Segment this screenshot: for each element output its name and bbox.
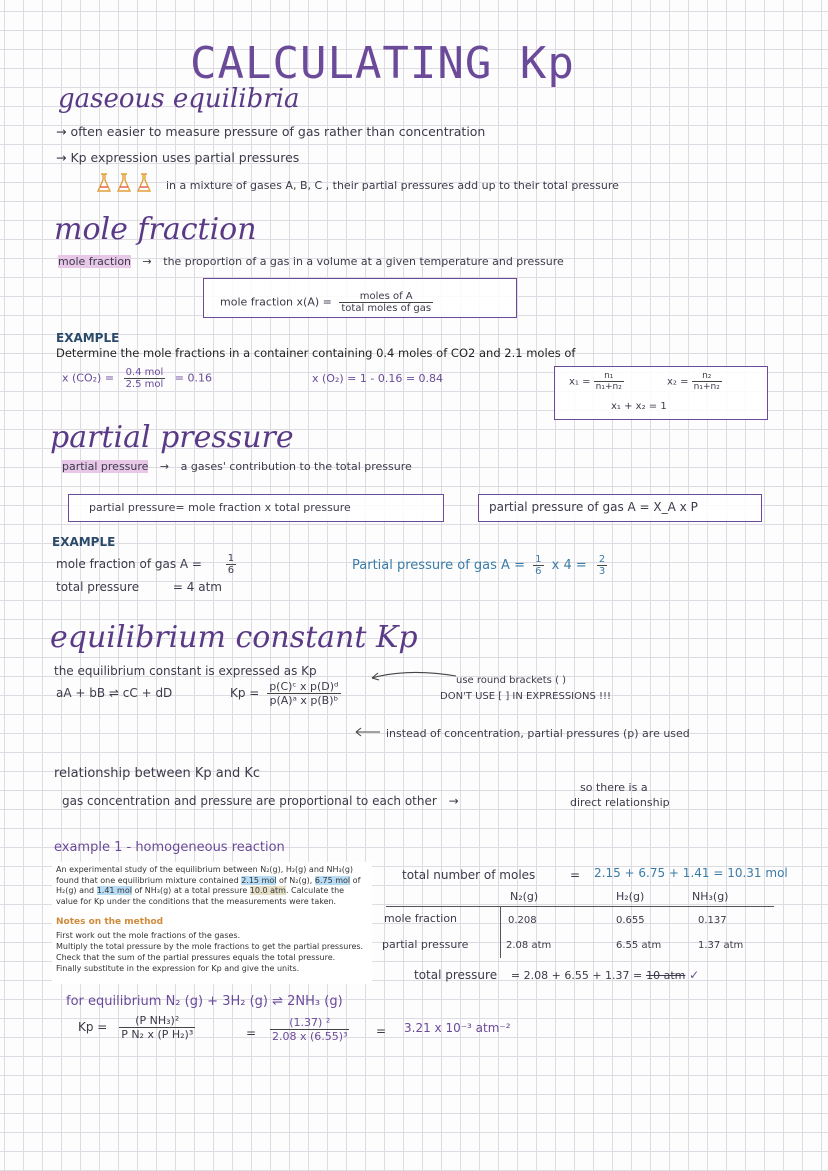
highlight-h2-moles: 6.75 mol (314, 875, 351, 885)
highlight-total-pressure: 10.0 atm (249, 886, 286, 895)
species-nh3: NH₃(g) (692, 890, 729, 903)
total-pressure-check-result: 10 atm (646, 969, 686, 982)
x2-fraction (692, 371, 722, 392)
calc-res-num: 2 (598, 554, 606, 565)
arrow-icon (352, 724, 382, 738)
x1-formula (569, 371, 624, 392)
relationship-text (62, 794, 459, 808)
flask-icon (118, 174, 130, 191)
relationship-note-1: so there is a (580, 781, 648, 794)
note-4: Finally substitute in the expression for Kp and give the units. (56, 964, 300, 973)
bullet-pressure-easier: → often easier to measure pressure of gas rather than concentration (56, 124, 486, 139)
page-title: CALCULATING Kp (190, 38, 575, 89)
final-kp-num: (P NH₃)² (119, 1014, 195, 1028)
x-co2-calc (62, 367, 212, 390)
total-pressure-value: = 4 atm (172, 580, 222, 594)
relationship-statement: gas concentration and pressure are proportional to each other (62, 794, 437, 808)
final-answer: 3.21 x 10⁻³ atm⁻² (404, 1021, 511, 1035)
x2-den: n₁+n₂ (693, 382, 720, 392)
formula-fraction (339, 291, 433, 314)
question-text-d: of NH₃(g) at a total pressure (131, 886, 250, 895)
mf-gas-a-den: 6 (227, 565, 235, 576)
total-pressure-label: total pressure (56, 580, 140, 594)
mole-fraction-formula (220, 291, 433, 314)
notes-heading: Notes on the method (56, 917, 164, 927)
partial-pressure-row-label: partial pressure (382, 938, 469, 951)
pp-nh3-value: 1.37 atm (698, 940, 744, 951)
arrow-icon: → (448, 794, 459, 808)
partial-pressure-calc (352, 554, 607, 577)
partial-pressure-gas-a-box (478, 494, 762, 522)
partial-pressure-label: partial pressure (62, 460, 149, 473)
flasks-group (96, 172, 158, 198)
kp-note-partial-pressures: instead of concentration, partial pressures (p) are used (386, 727, 690, 740)
kp-fraction (267, 680, 340, 707)
kp-note-dont-use: DON'T USE [ ] IN EXPRESSIONS !!! (440, 691, 612, 702)
final-kp-fraction (119, 1014, 195, 1041)
arrow-icon (368, 670, 458, 684)
formula-denominator: total moles of gas (341, 303, 432, 314)
example-heading-2: EXAMPLE (52, 535, 116, 549)
x-sum: x₁ + x₂ = 1 (611, 401, 667, 412)
relationship-heading: relationship between Kp and Kc (54, 766, 261, 781)
bullet-kp-partial: → Kp expression uses partial pressures (56, 150, 300, 165)
species-h2: H₂(g) (616, 890, 645, 903)
calc-fraction (533, 554, 543, 577)
x-co2-num: 0.4 mol (125, 367, 164, 378)
x-o2-calc: x (O₂) = 1 - 0.16 = 0.84 (312, 372, 444, 385)
x1-num: n₁ (594, 371, 624, 382)
mf-h2-value: 0.655 (616, 915, 645, 926)
section-heading-gaseous: gaseous equilibria (58, 84, 300, 114)
note-2: Multiply the total pressure by the mole fractions to get the partial pressures. (56, 942, 364, 951)
kp-intro: the equilibrium constant is expressed as Kp (54, 664, 317, 678)
kp-numerator: p(C)ᶜ x p(D)ᵈ (269, 680, 339, 693)
calc-result-fraction (597, 554, 607, 577)
x2-formula (667, 371, 722, 392)
kp-lhs: Kp = (230, 686, 260, 700)
mole-fraction-gas-a (56, 553, 236, 576)
highlight-nh3-moles: 1.41 mol (96, 886, 132, 895)
checkmark-icon: ✓ (689, 968, 700, 982)
calc-num: 1 (535, 554, 542, 565)
final-eq-1: = (246, 1026, 257, 1040)
mf-nh3-value: 0.137 (698, 915, 727, 926)
highlight-n2-moles: 2.15 mol (241, 875, 277, 885)
x-co2-lhs: x (CO₂) = (62, 371, 115, 385)
mole-fraction-definition: the proportion of a gas in a volume at a given temperature and pressure (163, 255, 564, 268)
final-kp-lhs: Kp = (78, 1020, 108, 1034)
final-kp-den: P N₂ x (P H₂)³ (121, 1028, 194, 1041)
final-eq-2: = (376, 1024, 387, 1038)
partial-pressure-formula-box (68, 494, 444, 522)
partial-pressure-note: in a mixture of gases A, B, C , their partial pressures add up to their total pressure (166, 179, 619, 192)
question-text-e: . Calculate the value for Kp under the conditions that the measurements were taken. (56, 886, 345, 906)
example1-heading: example 1 - homogeneous reaction (54, 840, 285, 855)
section-heading-partial-pressure: partial pressure (50, 420, 294, 455)
mole-fraction-row-label: mole fraction (384, 912, 458, 925)
general-reaction: aA + bB ⇌ cC + dD (56, 686, 173, 700)
x2-num: n₂ (692, 371, 722, 382)
mf-gas-a-label: mole fraction of gas A = (56, 557, 202, 571)
arrow-icon: → (159, 460, 170, 473)
question-text-c: of H₂(g) and (56, 875, 361, 895)
final-sub-den: 2.08 x (6.55)³ (272, 1030, 348, 1043)
mole-fraction-label: mole fraction (58, 255, 132, 268)
partial-pressure-definition: a gases' contribution to the total pressure (180, 460, 412, 473)
total-pressure-row (56, 580, 222, 594)
question-text-a: An experimental study of the equilibrium between N₂(g), H₂(g) and NH₃(g) found that one equilibrium mixture contained (56, 865, 354, 885)
x1-fraction (594, 371, 624, 392)
flask-icon (98, 174, 110, 191)
mf-n2-value: 0.208 (508, 915, 537, 926)
mole-fraction-general-box (554, 366, 768, 420)
x-co2-den: 2.5 mol (125, 379, 164, 390)
x-co2-result: = 0.16 (174, 371, 213, 385)
kp-expression (230, 680, 341, 707)
kp-denominator: p(A)ᵃ x p(B)ᵇ (269, 694, 339, 707)
calc-den: 6 (535, 566, 542, 577)
section-heading-mole-fraction: mole fraction (54, 212, 257, 247)
table-divider (386, 906, 774, 907)
flask-icon (138, 174, 150, 191)
total-pressure-check-label: total pressure (414, 968, 498, 982)
species-n2: N₂(g) (510, 890, 539, 903)
total-pressure-check-calc: = 2.08 + 6.55 + 1.37 = (510, 969, 643, 982)
mole-fraction-formula-box (203, 278, 517, 318)
final-reaction: for equilibrium N₂ (g) + 3H₂ (g) ⇌ 2NH₃ (g) (66, 994, 343, 1009)
total-moles-value: 2.15 + 6.75 + 1.41 = 10.31 mol (594, 866, 788, 880)
pasted-question (52, 862, 372, 984)
mf-gas-a-fraction (226, 553, 236, 576)
formula-lhs: mole fraction x(A) = (220, 295, 332, 309)
partial-pressure-gas-a: partial pressure of gas A = X_A x P (489, 500, 698, 514)
total-pressure-check (414, 968, 699, 982)
calc-res-den: 3 (598, 566, 606, 577)
total-moles-label: total number of moles (402, 868, 536, 882)
section-heading-kp: equilibrium constant Kp (50, 620, 418, 655)
x-co2-fraction (124, 367, 166, 390)
calc-lhs: Partial pressure of gas A = (352, 558, 525, 573)
formula-numerator: moles of A (339, 291, 433, 303)
question-paragraph (56, 865, 366, 907)
x2-lhs: x₂ = (667, 376, 689, 388)
relationship-note-2: direct relationship (570, 796, 670, 809)
mf-gas-a-num: 1 (227, 553, 235, 564)
calc-mid: x 4 = (551, 558, 587, 573)
total-moles-eq: = (570, 868, 581, 882)
partial-pressure-formula: partial pressure= mole fraction x total pressure (89, 501, 351, 514)
x1-lhs: x₁ = (569, 376, 591, 388)
question-text-b: of N₂(g), (276, 875, 315, 885)
example-heading: EXAMPLE (56, 331, 120, 345)
table-column-divider (500, 906, 501, 958)
pp-n2-value: 2.08 atm (506, 940, 552, 951)
partial-pressure-definition-row (62, 460, 412, 473)
x1-den: n₁+n₂ (595, 382, 622, 392)
note-3: Check that the sum of the partial pressures equals the total pressure. (56, 953, 336, 962)
note-1: First work out the mole fractions of the gases. (56, 931, 241, 940)
final-sub-num: (1.37) ² (270, 1016, 349, 1030)
final-kp-expression (78, 1014, 195, 1041)
kp-note-brackets: use round brackets ( ) (456, 675, 567, 686)
example-question: Determine the mole fractions in a container containing 0.4 moles of CO2 and 2.1 moles of (56, 346, 576, 360)
pp-h2-value: 6.55 atm (616, 940, 662, 951)
final-substitution (270, 1016, 349, 1043)
final-sub-fraction (270, 1016, 349, 1043)
mole-fraction-definition-row (58, 255, 564, 268)
arrow-icon: → (142, 255, 152, 268)
